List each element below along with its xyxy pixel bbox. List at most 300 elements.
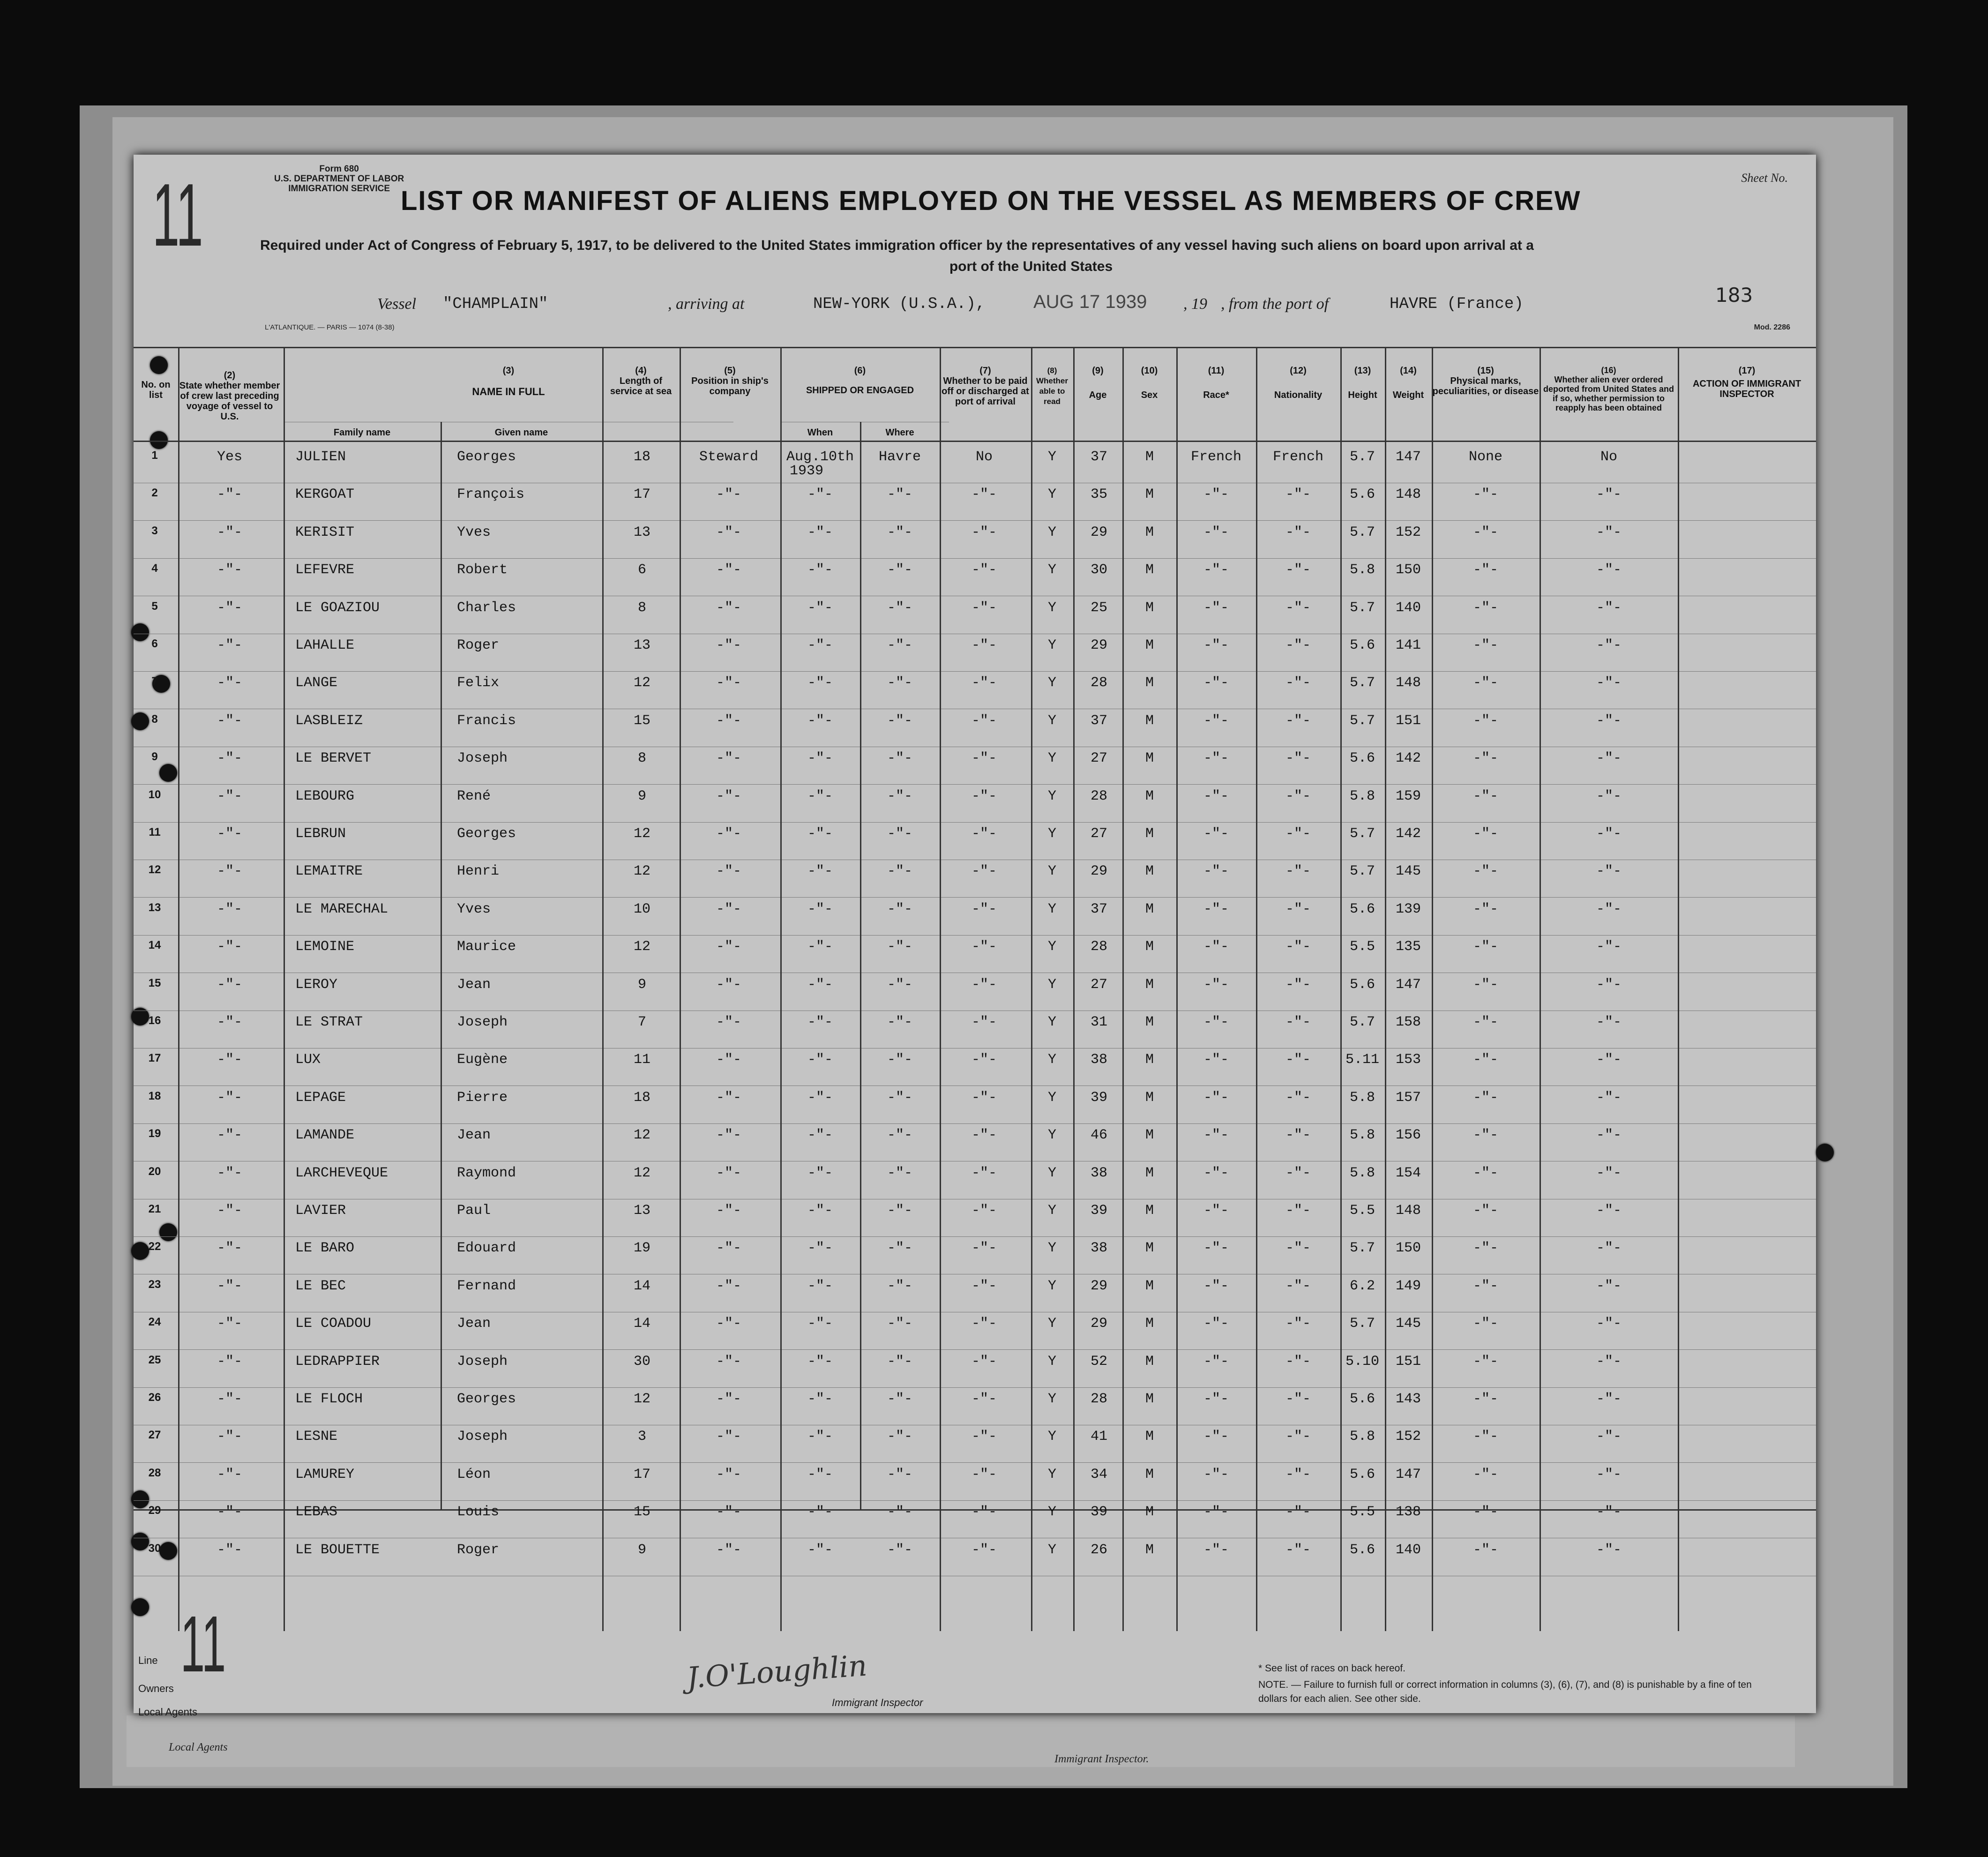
cell-position: -"- (716, 1391, 742, 1407)
cell-sex: M (1145, 1504, 1154, 1520)
cell-sex: M (1145, 1353, 1154, 1370)
cell-family-name: LEROY (295, 976, 338, 993)
header-col6-number: (6) (854, 366, 866, 376)
cell-able-to-read: Y (1047, 1240, 1057, 1257)
cell-age: 39 (1090, 1089, 1108, 1106)
cell-given-name: Roger (457, 637, 500, 653)
department-name: U.S. DEPARTMENT OF LABOR (274, 174, 404, 184)
cell-previous-voyage: -"- (217, 1240, 243, 1257)
column-rule (1432, 347, 1433, 1631)
cell-height: 5.6 (1349, 487, 1375, 503)
cell-race: -"- (1203, 1014, 1229, 1030)
cell-service-length: 10 (633, 901, 651, 917)
cell-weight: 151 (1395, 1353, 1421, 1370)
penalty-note (1258, 1678, 1774, 1706)
header-col8-label: Whether able to read (1036, 376, 1068, 406)
immigrant-inspector-label: Immigrant Inspector (832, 1697, 923, 1708)
row-rule (134, 1500, 1816, 1501)
row-rule (134, 935, 1816, 936)
cell-service-length: 3 (637, 1429, 647, 1445)
cell-physical-marks: -"- (1472, 976, 1499, 993)
cell-physical-marks: -"- (1472, 1203, 1499, 1219)
column-rule (602, 347, 604, 1631)
header-col7 (940, 366, 1031, 407)
header-where: Where (885, 427, 914, 438)
cell-deported: -"- (1596, 1089, 1622, 1106)
cell-shipped-where: Havre (878, 449, 921, 465)
header-col15-label: Physical marks, peculiarities, or disease (1432, 376, 1539, 397)
under-inspector-label: Immigrant Inspector. (1054, 1753, 1149, 1765)
cell-family-name: LAVIER (295, 1203, 346, 1219)
cell-weight: 143 (1395, 1391, 1421, 1407)
column-rule (284, 347, 285, 1631)
service-name: IMMIGRATION SERVICE (288, 184, 390, 194)
cell-weight: 142 (1395, 826, 1421, 842)
cell-given-name: Yves (457, 901, 491, 917)
cell-given-name: Felix (457, 675, 500, 691)
sheet-number-label: Sheet No. (1741, 171, 1788, 185)
cell-weight: 147 (1395, 976, 1421, 993)
cell-shipped-where: -"- (887, 712, 913, 729)
header-col13-number: (13) (1354, 366, 1371, 376)
cell-age: 38 (1090, 1165, 1108, 1181)
cell-race: -"- (1203, 1165, 1229, 1181)
cell-race: -"- (1203, 788, 1229, 804)
cell-physical-marks: -"- (1472, 1391, 1499, 1407)
cell-sex: M (1145, 524, 1154, 540)
cell-service-length: 6 (637, 562, 647, 578)
cell-race: -"- (1203, 1353, 1229, 1370)
cell-position: -"- (716, 1316, 742, 1332)
column-rule (680, 347, 681, 1631)
cell-paid-off: -"- (971, 1504, 997, 1520)
cell-shipped-where: -"- (887, 1089, 913, 1106)
cell-shipped-when: -"- (807, 487, 833, 503)
inspector-signature: J.O'Loughlin (685, 1648, 868, 1695)
cell-position: -"- (716, 712, 742, 729)
cell-race: -"- (1203, 1429, 1229, 1445)
cell-previous-voyage: -"- (217, 788, 243, 804)
cell-paid-off: -"- (971, 1165, 997, 1181)
cell-age: 38 (1090, 1052, 1108, 1068)
header-col17-number: (17) (1738, 366, 1756, 376)
cell-shipped-where: -"- (887, 562, 913, 578)
cell-deported: -"- (1596, 487, 1622, 503)
cell-physical-marks: -"- (1472, 675, 1499, 691)
cell-paid-off: -"- (971, 1391, 997, 1407)
cell-height: 5.5 (1349, 939, 1375, 955)
cell-service-length: 8 (637, 750, 647, 767)
cell-family-name: LEBRUN (295, 826, 346, 842)
cell-paid-off: -"- (971, 1203, 997, 1219)
row-rule (134, 1123, 1816, 1124)
cell-shipped-year: 1939 (790, 463, 824, 479)
cell-service-length: 17 (633, 1466, 651, 1483)
cell-sex: M (1145, 1542, 1154, 1558)
cell-row-number: 12 (148, 863, 161, 876)
cell-nationality: -"- (1285, 863, 1311, 880)
cell-physical-marks: -"- (1472, 788, 1499, 804)
column-rule (178, 347, 179, 1631)
cell-row-number: 24 (148, 1316, 161, 1329)
cell-shipped-when: -"- (807, 750, 833, 767)
cell-weight: 156 (1395, 1127, 1421, 1144)
cell-weight: 142 (1395, 750, 1421, 767)
note-text: Failure to furnish full or correct information in columns (3), (6), (7), and (8) is punishable by a fine of ten dollars for each alien. See other side. (1258, 1679, 1752, 1704)
cell-shipped-when: -"- (807, 637, 833, 653)
cell-race: -"- (1203, 675, 1229, 691)
cell-position: -"- (716, 1165, 742, 1181)
cell-shipped-where: -"- (887, 750, 913, 767)
cell-family-name: LEBOURG (295, 788, 355, 804)
cell-position: -"- (716, 1089, 742, 1106)
cell-physical-marks: -"- (1472, 1504, 1499, 1520)
cell-family-name: LAMUREY (295, 1466, 355, 1483)
cell-sex: M (1145, 1391, 1154, 1407)
cell-age: 39 (1090, 1504, 1108, 1520)
cell-race: -"- (1203, 939, 1229, 955)
cell-given-name: Charles (457, 599, 516, 616)
cell-service-length: 18 (633, 449, 651, 465)
cell-given-name: Georges (457, 826, 516, 842)
cell-paid-off: -"- (971, 599, 997, 616)
cell-able-to-read: Y (1047, 1278, 1057, 1294)
owners-label: Owners (138, 1683, 174, 1694)
cell-service-length: 14 (633, 1316, 651, 1332)
cell-height: 5.7 (1349, 1316, 1375, 1332)
cell-paid-off: -"- (971, 826, 997, 842)
vessel-label: Vessel (377, 295, 417, 313)
cell-weight: 158 (1395, 1014, 1421, 1030)
cell-physical-marks: -"- (1472, 901, 1499, 917)
cell-able-to-read: Y (1047, 1014, 1057, 1030)
cell-able-to-read: Y (1047, 1165, 1057, 1181)
cell-physical-marks: -"- (1472, 1278, 1499, 1294)
cell-able-to-read: Y (1047, 826, 1057, 842)
cell-shipped-where: -"- (887, 826, 913, 842)
row-rule (134, 1236, 1816, 1237)
cell-able-to-read: Y (1047, 637, 1057, 653)
cell-given-name: Raymond (457, 1165, 516, 1181)
cell-race: -"- (1203, 1391, 1229, 1407)
cell-weight: 148 (1395, 675, 1421, 691)
cell-able-to-read: Y (1047, 487, 1057, 503)
cell-row-number: 26 (148, 1391, 161, 1404)
cell-height: 5.6 (1349, 901, 1375, 917)
cell-given-name: Jean (457, 1316, 491, 1332)
cell-height: 5.11 (1345, 1052, 1380, 1068)
cell-given-name: Georges (457, 1391, 516, 1407)
cell-weight: 153 (1395, 1052, 1421, 1068)
cell-shipped-where: -"- (887, 1316, 913, 1332)
column-rule (1073, 347, 1075, 1631)
cell-position: -"- (716, 1203, 742, 1219)
cell-nationality: -"- (1285, 1165, 1311, 1181)
cell-race: -"- (1203, 1127, 1229, 1144)
printer-line: L'ATLANTIQUE. — PARIS — 1074 (8-38) (265, 323, 395, 331)
cell-able-to-read: Y (1047, 1353, 1057, 1370)
cell-deported: -"- (1596, 1353, 1622, 1370)
header-col10 (1122, 366, 1176, 400)
cell-deported: -"- (1596, 1316, 1622, 1332)
cell-paid-off: -"- (971, 1353, 997, 1370)
header-col12 (1256, 366, 1340, 400)
cell-height: 5.8 (1349, 1089, 1375, 1106)
cell-family-name: LE BERVET (295, 750, 372, 767)
cell-service-length: 15 (633, 712, 651, 729)
cell-height: 5.7 (1349, 524, 1375, 540)
cell-physical-marks: -"- (1472, 487, 1499, 503)
header-col9 (1073, 366, 1122, 400)
crew-manifest-table (134, 347, 1816, 1631)
cell-height: 5.8 (1349, 1165, 1375, 1181)
cell-given-name: Paul (457, 1203, 491, 1219)
cell-physical-marks: -"- (1472, 1052, 1499, 1068)
cell-service-length: 15 (633, 1504, 651, 1520)
cell-shipped-when: -"- (807, 826, 833, 842)
row-rule (134, 897, 1816, 898)
cell-nationality: -"- (1285, 1089, 1311, 1106)
cell-shipped-when: -"- (807, 976, 833, 993)
cell-able-to-read: Y (1047, 1127, 1057, 1144)
cell-able-to-read: Y (1047, 1542, 1057, 1558)
cell-position: -"- (716, 599, 742, 616)
cell-physical-marks: -"- (1472, 637, 1499, 653)
header-col7-label: Whether to be paid off or discharged at port of arrival (942, 376, 1029, 407)
cell-weight: 147 (1395, 1466, 1421, 1483)
header-col16-label: Whether alien ever ordered deported from United States and if so, whether permission to reapply has been obtained (1543, 375, 1674, 412)
cell-previous-voyage: -"- (217, 1014, 243, 1030)
cell-shipped-when: -"- (807, 1014, 833, 1030)
cell-nationality: -"- (1285, 1203, 1311, 1219)
cell-physical-marks: -"- (1472, 1429, 1499, 1445)
cell-deported: No (1600, 449, 1618, 465)
cell-race: -"- (1203, 1504, 1229, 1520)
cell-physical-marks: -"- (1472, 1466, 1499, 1483)
column-rule (1678, 347, 1679, 1631)
cell-row-number: 22 (148, 1240, 161, 1253)
cell-age: 28 (1090, 675, 1108, 691)
cell-row-number: 28 (148, 1466, 161, 1479)
cell-weight: 148 (1395, 487, 1421, 503)
cell-row-number: 21 (148, 1203, 161, 1215)
cell-service-length: 7 (637, 1014, 647, 1030)
cell-previous-voyage: -"- (217, 1278, 243, 1294)
cell-previous-voyage: -"- (217, 712, 243, 729)
cell-race: -"- (1203, 976, 1229, 993)
cell-previous-voyage: -"- (217, 1165, 243, 1181)
header-col8 (1031, 366, 1073, 407)
cell-sex: M (1145, 599, 1154, 616)
cell-service-length: 12 (633, 863, 651, 880)
cell-deported: -"- (1596, 939, 1622, 955)
cell-service-length: 30 (633, 1353, 651, 1370)
cell-height: 5.7 (1349, 599, 1375, 616)
manifest-sheet (134, 155, 1816, 1718)
header-col5-label: Position in ship's company (691, 376, 769, 397)
cell-row-number: 16 (148, 1014, 161, 1027)
cell-able-to-read: Y (1047, 599, 1057, 616)
cell-given-name: Joseph (457, 1429, 508, 1445)
cell-paid-off: -"- (971, 750, 997, 767)
cell-deported: -"- (1596, 788, 1622, 804)
cell-age: 35 (1090, 487, 1108, 503)
column-rule (1340, 347, 1342, 1631)
cell-shipped-when: -"- (807, 1278, 833, 1294)
cell-family-name: LE MARECHAL (295, 901, 389, 917)
cell-previous-voyage: -"- (217, 1316, 243, 1332)
cell-row-number: 23 (148, 1278, 161, 1291)
cell-race: -"- (1203, 750, 1229, 767)
cell-family-name: LE STRAT (295, 1014, 363, 1030)
cell-position: -"- (716, 1278, 742, 1294)
cell-nationality: -"- (1285, 1278, 1311, 1294)
cell-physical-marks: -"- (1472, 1353, 1499, 1370)
cell-paid-off: -"- (971, 1014, 997, 1030)
column-rule (940, 347, 941, 1631)
cell-age: 29 (1090, 863, 1108, 880)
cell-shipped-where: -"- (887, 788, 913, 804)
cell-physical-marks: -"- (1472, 562, 1499, 578)
cell-service-length: 13 (633, 637, 651, 653)
form-header-block (274, 164, 404, 194)
cell-given-name: Fernand (457, 1278, 516, 1294)
cell-previous-voyage: -"- (217, 863, 243, 880)
cell-paid-off: -"- (971, 901, 997, 917)
cell-family-name: LE FLOCH (295, 1391, 363, 1407)
cell-race: -"- (1203, 1052, 1229, 1068)
cell-shipped-when: -"- (807, 1466, 833, 1483)
cell-shipped-when: -"- (807, 1429, 833, 1445)
cell-shipped-when: -"- (807, 939, 833, 955)
cell-sex: M (1145, 562, 1154, 578)
cell-race: -"- (1203, 1542, 1229, 1558)
cell-shipped-when: -"- (807, 562, 833, 578)
cell-age: 29 (1090, 1278, 1108, 1294)
cell-physical-marks: -"- (1472, 1542, 1499, 1558)
cell-family-name: LE BEC (295, 1278, 346, 1294)
cell-weight: 157 (1395, 1089, 1421, 1106)
cell-deported: -"- (1596, 1127, 1622, 1144)
cell-sex: M (1145, 1429, 1154, 1445)
cell-shipped-when: -"- (807, 1542, 833, 1558)
cell-shipped-where: -"- (887, 1466, 913, 1483)
cell-shipped-where: -"- (887, 1165, 913, 1181)
cell-height: 5.7 (1349, 863, 1375, 880)
cell-previous-voyage: -"- (217, 1504, 243, 1520)
cell-paid-off: -"- (971, 1278, 997, 1294)
cell-sex: M (1145, 863, 1154, 880)
cell-race: -"- (1203, 1089, 1229, 1106)
cell-weight: 141 (1395, 637, 1421, 653)
header-col12-label: Nationality (1274, 390, 1323, 400)
cell-previous-voyage: -"- (217, 675, 243, 691)
cell-deported: -"- (1596, 712, 1622, 729)
cell-physical-marks: -"- (1472, 750, 1499, 767)
cell-age: 25 (1090, 599, 1108, 616)
cell-nationality: -"- (1285, 901, 1311, 917)
cell-deported: -"- (1596, 1391, 1622, 1407)
header-col9-number: (9) (1092, 366, 1104, 376)
header-given-name: Given name (494, 427, 548, 438)
row-rule (134, 822, 1816, 823)
row-rule (134, 671, 1816, 672)
cell-row-number: 13 (148, 901, 161, 914)
cell-given-name: Yves (457, 524, 491, 540)
cell-paid-off: -"- (971, 1240, 997, 1257)
cell-height: 5.6 (1349, 976, 1375, 993)
cell-given-name: Georges (457, 449, 516, 465)
cell-given-name: Robert (457, 562, 508, 578)
cell-family-name: LE GOAZIOU (295, 599, 380, 616)
cell-height: 5.7 (1349, 1014, 1375, 1030)
cell-sex: M (1145, 1089, 1154, 1106)
cell-deported: -"- (1596, 1052, 1622, 1068)
header-col14 (1385, 366, 1432, 400)
cell-family-name: LEMOINE (295, 939, 355, 955)
cell-deported: -"- (1596, 1429, 1622, 1445)
cell-previous-voyage: -"- (217, 1542, 243, 1558)
cell-able-to-read: Y (1047, 712, 1057, 729)
cell-nationality: -"- (1285, 487, 1311, 503)
cell-paid-off: -"- (971, 976, 997, 993)
cell-age: 34 (1090, 1466, 1108, 1483)
cell-position: -"- (716, 788, 742, 804)
header-when: When (807, 427, 833, 438)
cell-weight: 152 (1395, 524, 1421, 540)
cell-service-length: 9 (637, 1542, 647, 1558)
cell-physical-marks: -"- (1472, 863, 1499, 880)
header-col10-label: Sex (1141, 390, 1158, 400)
cell-family-name: KERISIT (295, 524, 355, 540)
cell-previous-voyage: -"- (217, 901, 243, 917)
cell-position: -"- (716, 976, 742, 993)
cell-shipped-when: -"- (807, 901, 833, 917)
cell-physical-marks: -"- (1472, 1127, 1499, 1144)
cell-age: 37 (1090, 449, 1108, 465)
cell-family-name: LANGE (295, 675, 338, 691)
header-col12-number: (12) (1290, 366, 1307, 376)
header-col15 (1432, 366, 1540, 397)
cell-able-to-read: Y (1047, 1391, 1057, 1407)
cell-able-to-read: Y (1047, 976, 1057, 993)
header-col16-number: (16) (1601, 366, 1616, 375)
cell-age: 41 (1090, 1429, 1108, 1445)
cell-row-number: 20 (148, 1165, 161, 1178)
header-col13 (1340, 366, 1385, 400)
cell-paid-off: -"- (971, 1052, 997, 1068)
header-col2 (178, 370, 281, 422)
cell-deported: -"- (1596, 750, 1622, 767)
cell-able-to-read: Y (1047, 524, 1057, 540)
cell-row-number: 4 (151, 562, 158, 575)
cell-shipped-where: -"- (887, 675, 913, 691)
cell-row-number: 30 (148, 1542, 161, 1555)
cell-previous-voyage: -"- (217, 637, 243, 653)
cell-weight: 145 (1395, 1316, 1421, 1332)
cell-family-name: LEBAS (295, 1504, 338, 1520)
cell-previous-voyage: -"- (217, 562, 243, 578)
cell-family-name: LE BARO (295, 1240, 355, 1257)
cell-given-name: Jean (457, 1127, 491, 1144)
arriving-label: , arriving at (668, 295, 745, 313)
cell-nationality: -"- (1285, 1429, 1311, 1445)
cell-paid-off: -"- (971, 637, 997, 653)
cell-given-name: Joseph (457, 750, 508, 767)
cell-family-name: JULIEN (295, 449, 346, 465)
cell-given-name: René (457, 788, 491, 804)
cell-sex: M (1145, 750, 1154, 767)
